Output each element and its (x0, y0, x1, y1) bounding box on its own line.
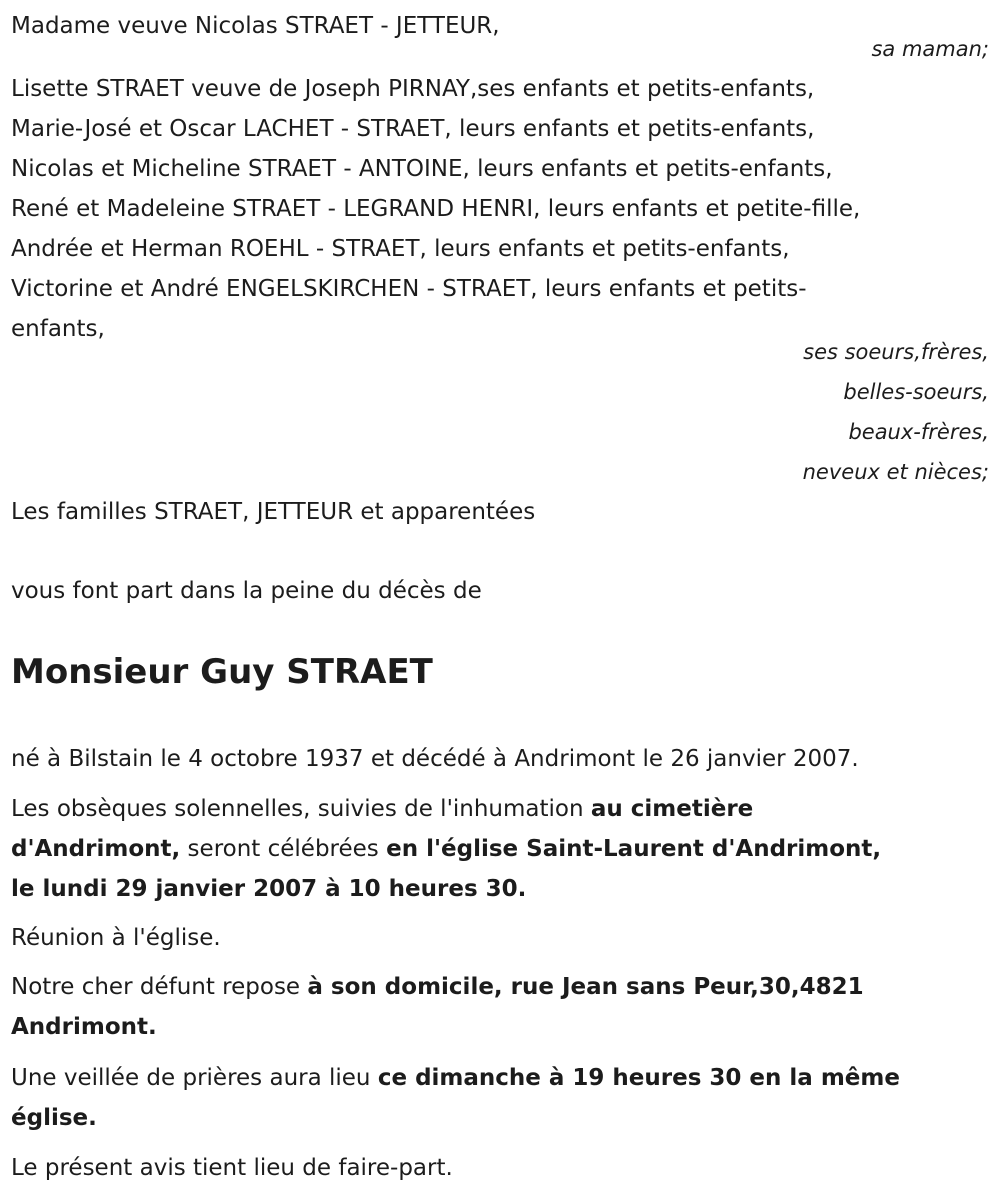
sibling-line: Nicolas et Micheline STRAET - ANTOINE, leurs enfants et petits-enfants, (11, 156, 833, 182)
reunion-line: Réunion à l'église. (11, 925, 221, 951)
role-line: neveux et nièces; (802, 460, 989, 484)
mother-line: Madame veuve Nicolas STRAET - JETTEUR, (11, 13, 500, 39)
deceased-name: Monsieur Guy STRAET (11, 652, 433, 692)
funeral-line-3: le lundi 29 janvier 2007 à 10 heures 30. (11, 876, 527, 902)
rest-line-1: Notre cher défunt repose à son domicile, rue Jean sans Peur,30,4821 (11, 974, 864, 1000)
role-line: belles-soeurs, (843, 380, 989, 404)
role-line: ses soeurs,frères, (803, 340, 989, 364)
closing-line: Le présent avis tient lieu de faire-part. (11, 1155, 453, 1181)
funeral-line-1: Les obsèques solennelles, suivies de l'inhumation au cimetière (11, 796, 754, 822)
birth-death-line: né à Bilstain le 4 octobre 1937 et décédé à Andrimont le 26 janvier 2007. (11, 746, 859, 772)
sibling-line: Lisette STRAET veuve de Joseph PIRNAY,ses enfants et petits-enfants, (11, 76, 815, 102)
sibling-line: Andrée et Herman ROEHL - STRAET, leurs enfants et petits-enfants, (11, 236, 790, 262)
sibling-line: enfants, (11, 316, 105, 342)
mother-role: sa maman; (871, 37, 989, 61)
sibling-line: Victorine et André ENGELSKIRCHEN - STRAET, leurs enfants et petits- (11, 276, 807, 302)
sibling-line: René et Madeleine STRAET - LEGRAND HENRI, leurs enfants et petite-fille, (11, 196, 861, 222)
sibling-line: Marie-José et Oscar LACHET - STRAET, leurs enfants et petits-enfants, (11, 116, 815, 142)
role-line: beaux-frères, (848, 420, 989, 444)
funeral-line-2: d'Andrimont, seront célébrées en l'église Saint-Laurent d'Andrimont, (11, 836, 882, 862)
families-line: Les familles STRAET, JETTEUR et apparentées (11, 499, 536, 525)
vigil-line-1: Une veillée de prières aura lieu ce dimanche à 19 heures 30 en la même (11, 1065, 900, 1091)
announcement-line: vous font part dans la peine du décès de (11, 578, 482, 604)
vigil-line-2: église. (11, 1105, 97, 1131)
rest-line-2: Andrimont. (11, 1014, 157, 1040)
